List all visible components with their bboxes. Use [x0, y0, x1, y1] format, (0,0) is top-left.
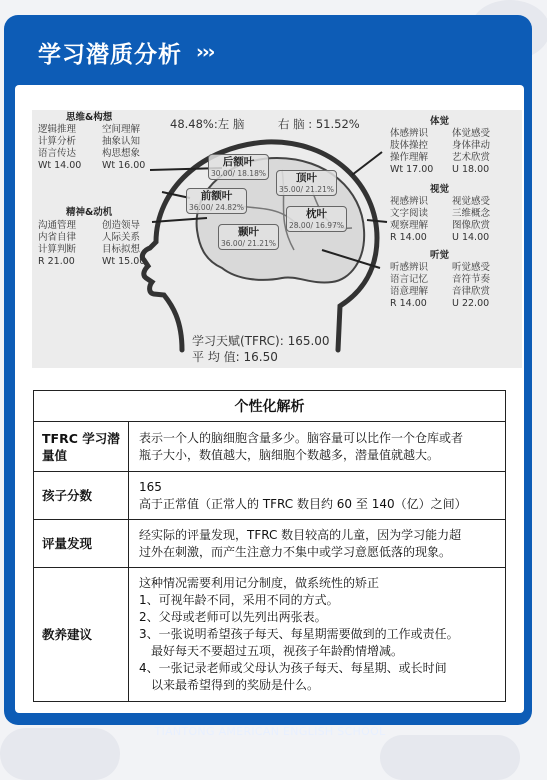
hearing-col-2: 听觉感受 音符节奏 音律欣赏 U 22.00: [452, 262, 491, 309]
row-key: 评量发现: [34, 520, 129, 568]
hearing-col-1: 听感辨识 语言记忆 语意理解 R 14.00: [390, 262, 429, 309]
page-title: 学习潜质分析: [38, 41, 182, 68]
lobe-temporal: 颞叶 36.00/ 21.21%: [218, 224, 279, 250]
touch-heading: 体觉: [430, 116, 450, 127]
tfrc-average: 平 均 值: 16.50: [192, 350, 278, 364]
motivation-heading: 精神&动机: [66, 207, 113, 218]
lobe-prefrontal: 前额叶 36.00/ 24.82%: [186, 188, 247, 214]
page-header: [38, 34, 214, 70]
row-key: 教养建议: [34, 568, 129, 702]
lobe-occipital: 枕叶 28.00/ 16.97%: [286, 206, 347, 232]
motivation-col-2: 创造领导 人际关系 目标拟想 Wt 15.00: [102, 220, 146, 267]
right-brain-percent: 右 脑 : 51.52%: [278, 117, 360, 131]
row-value: 165 高于正常值（正常人的 TFRC 数目约 60 至 140（亿）之间）: [129, 472, 506, 520]
vision-col-2: 视觉感受 三维概念 图像欣赏 U 14.00: [452, 196, 491, 243]
table-row: [34, 472, 506, 520]
thinking-heading: 思维&构想: [66, 112, 113, 123]
analysis-table: [33, 390, 506, 702]
brain-analysis-figure: [32, 110, 522, 368]
thinking-col-2: 空间理解 抽象认知 构思想象 Wt 16.00: [102, 124, 146, 171]
chevron-right-icon: ›››: [196, 41, 214, 63]
row-key: 孩子分数: [34, 472, 129, 520]
table-row: [34, 520, 506, 568]
thinking-col-1: 逻辑推理 计算分析 语言传达 Wt 14.00: [38, 124, 82, 171]
table-row: [34, 568, 506, 702]
tfrc-total: 学习天赋(TFRC): 165.00: [192, 334, 330, 348]
hearing-heading: 听觉: [430, 250, 450, 261]
touch-col-2: 体觉感受 身体律动 艺术欣赏 U 18.00: [452, 128, 491, 175]
vision-col-1: 视感辨识 文字阅读 观察理解 R 14.00: [390, 196, 429, 243]
row-value: 表示一个人的脑细胞含量多少。脑容量可以比作一个仓库或者 瓶子大小，数值越大，脑细胞个数越多，潜量值就越大。: [129, 422, 506, 472]
touch-col-1: 体感辨识 肢体操控 操作理解 Wt 17.00: [390, 128, 434, 175]
school-footer: TIANTONG AMERICAN ENGLISH SCHOOL: [154, 725, 386, 738]
table-header-row: [34, 391, 506, 422]
motivation-col-1: 沟通管理 内省自律 计算判断 R 21.00: [38, 220, 77, 267]
background-decoration: [380, 735, 520, 780]
lobe-frontal: 后额叶 30.00/ 18.18%: [208, 154, 269, 180]
row-value: 这种情况需要利用记分制度，做系统性的矫正 1、可视年龄不同，采用不同的方式。 2、父母或老师可以先列出两张表。 3、一张说明希望孩子每天、每星期需要做到的工作或责任。 最好每天不要超过五项，视孩子年龄酌情增减。 4、一张记录老师或父母认为孩子每天、每星期、或长时间 以来最希望得到的奖励是什么。: [129, 568, 506, 702]
vision-heading: 视觉: [430, 184, 450, 195]
row-key: TFRC 学习潜量值: [34, 422, 129, 472]
table-title: 个性化解析: [34, 391, 506, 422]
lobe-parietal: 顶叶 35.00/ 21.21%: [276, 170, 337, 196]
left-brain-percent: 48.48%:左 脑: [170, 117, 245, 131]
table-row: [34, 422, 506, 472]
row-value: 经实际的评量发现，TFRC 数目较高的儿童，因为学习能力超 过外在刺激，而产生注意力不集中或学习意愿低落的现象。: [129, 520, 506, 568]
